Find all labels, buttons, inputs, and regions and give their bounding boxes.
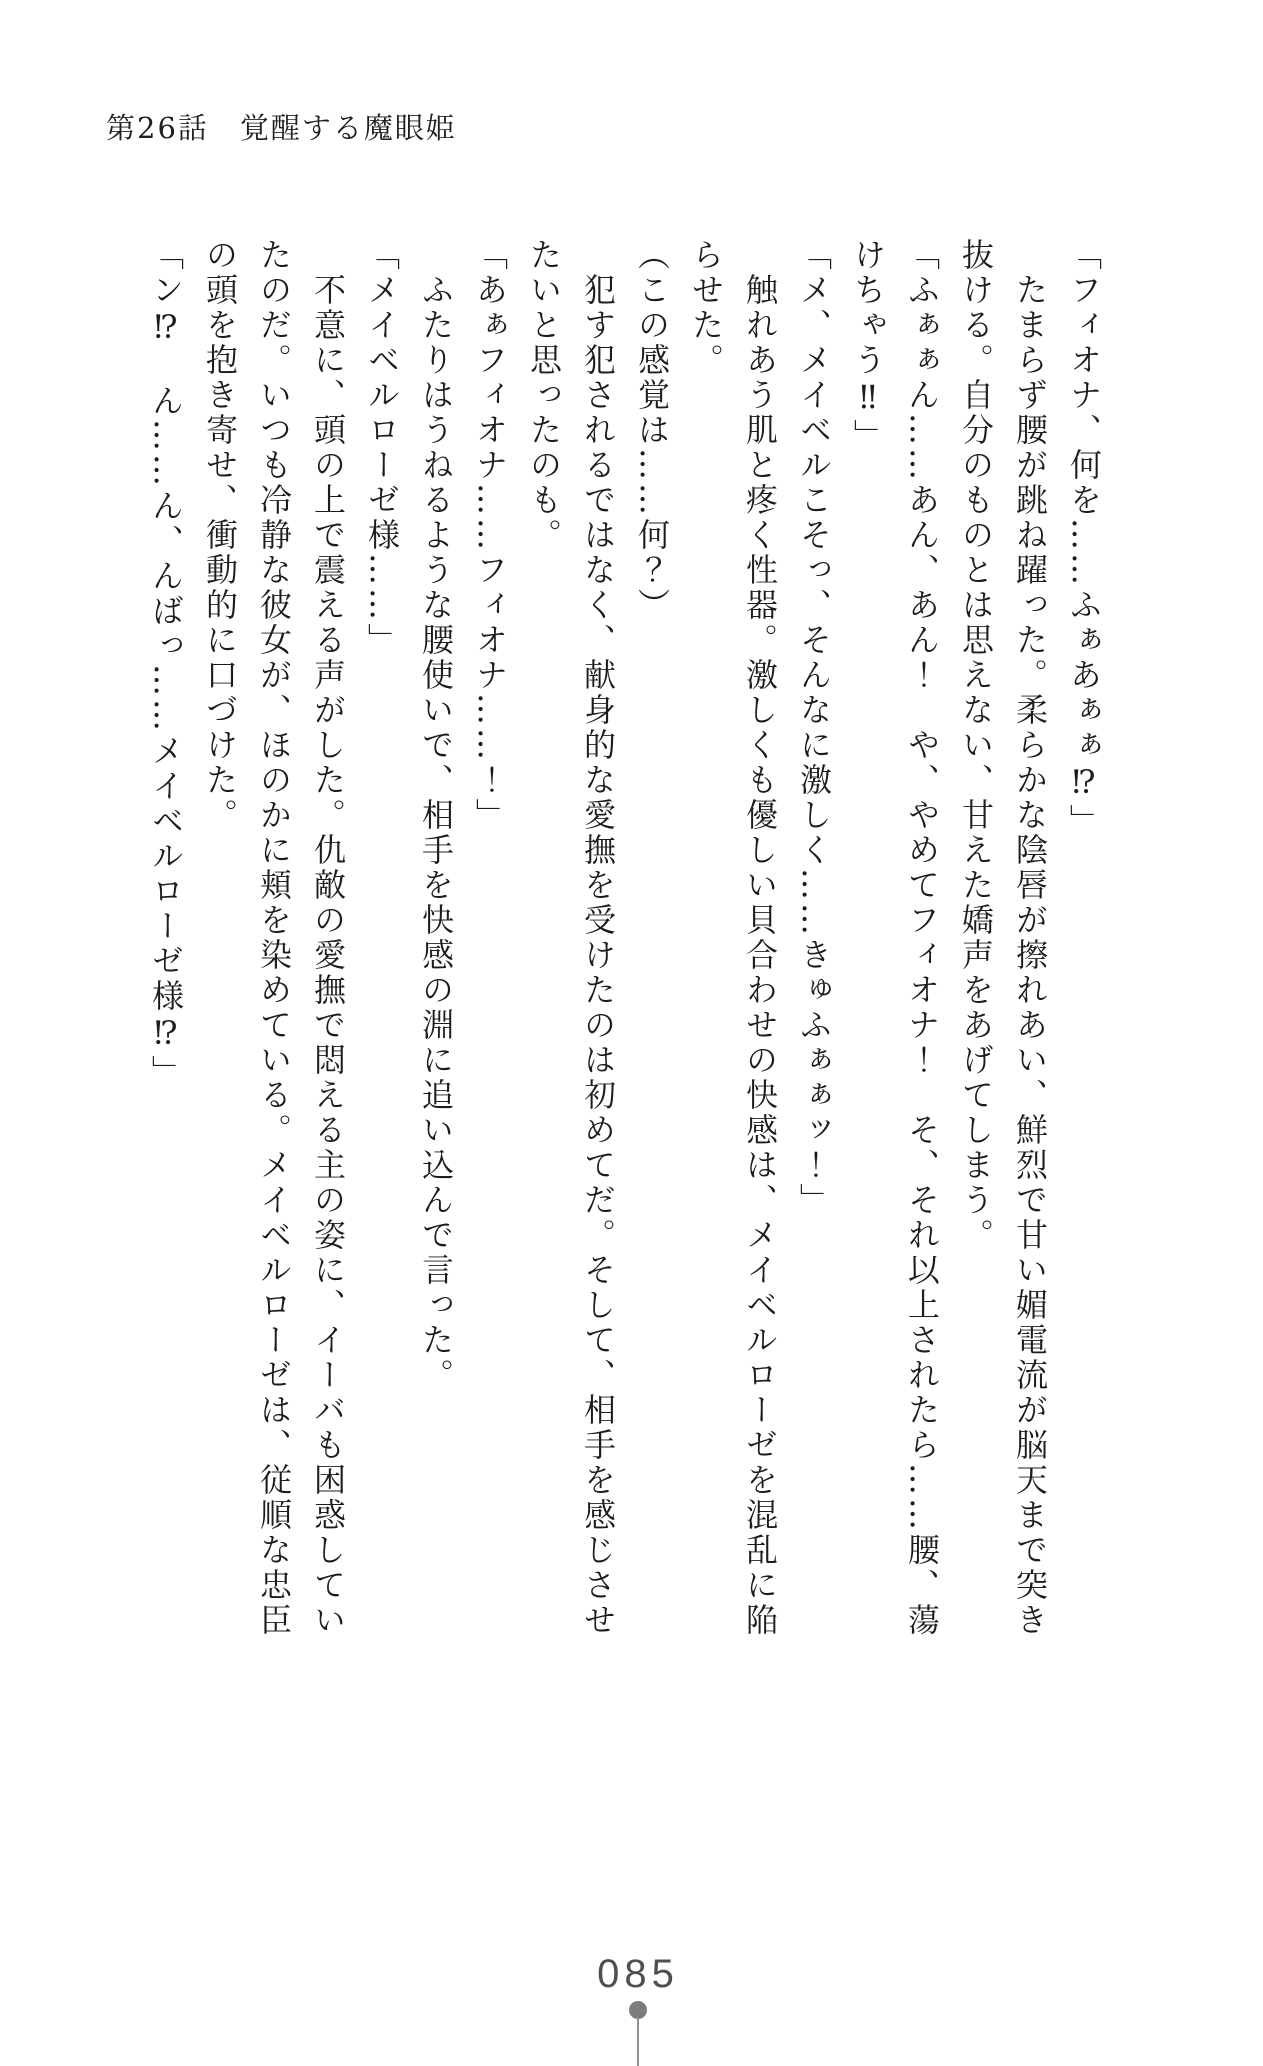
chapter-header: 第26話 覚醒する魔眼姫	[106, 111, 457, 145]
text-line: 抜ける。自分のものとは思えない、甘えた嬌声をあげてしまう。	[957, 238, 995, 1253]
text-line: 「メ、メイベルこそっ、そんなに激しく……きゅふぁぁッ！」	[795, 238, 833, 1218]
footer-line-marker	[637, 2017, 639, 2066]
text-line: 不意に、頭の上で震える声がした。仇敵の愛撫で悶える主の姿に、イーバも困惑してい	[309, 273, 347, 1638]
text-line: けちゃう‼」	[849, 238, 887, 454]
text-line: らせた。	[687, 238, 725, 378]
text-line: たまらず腰が跳ね躍った。柔らかな陰唇が擦れあい、鮮烈で甘い媚電流が脳天まで突き	[1011, 273, 1049, 1638]
text-line: ふたりはうねるような腰使いで、相手を快感の淵に追い込んで言った。	[417, 273, 455, 1393]
text-line: （この感覚は……何？）	[633, 238, 671, 623]
page-number: 085	[597, 1952, 679, 1996]
text-line: 「メイベルローゼ様……」	[363, 238, 401, 658]
text-line: 「あぁフィオナ……フィオナ……！」	[471, 238, 509, 833]
text-line: 「ン⁉ ん……ん、んばっ……メイベルローゼ様⁉」	[147, 238, 185, 1090]
text-line: 「ふぁぁん……あん、あん！ や、やめてフィオナ！ そ、それ以上されたら……腰、蕩	[903, 238, 941, 1638]
text-line: たのだ。いつも冷静な彼女が、ほのかに頬を染めている。メイベルローゼは、従順な忠臣	[255, 238, 293, 1638]
main-text-block	[139, 238, 1111, 1690]
text-line: 「フィオナ、何を……ふぁあぁぁ⁉」	[1065, 238, 1103, 839]
text-line: たいと思ったのも。	[525, 238, 563, 553]
text-line: 触れあう肌と疼く性器。激しくも優しい貝合わせの快感は、メイベルローゼを混乱に陥	[741, 273, 779, 1638]
text-line: の頭を抱き寄せ、衝動的に口づけた。	[201, 238, 239, 833]
text-line: 犯す犯されるではなく、献身的な愛撫を受けたのは初めてだ。そして、相手を感じさせ	[579, 273, 617, 1638]
